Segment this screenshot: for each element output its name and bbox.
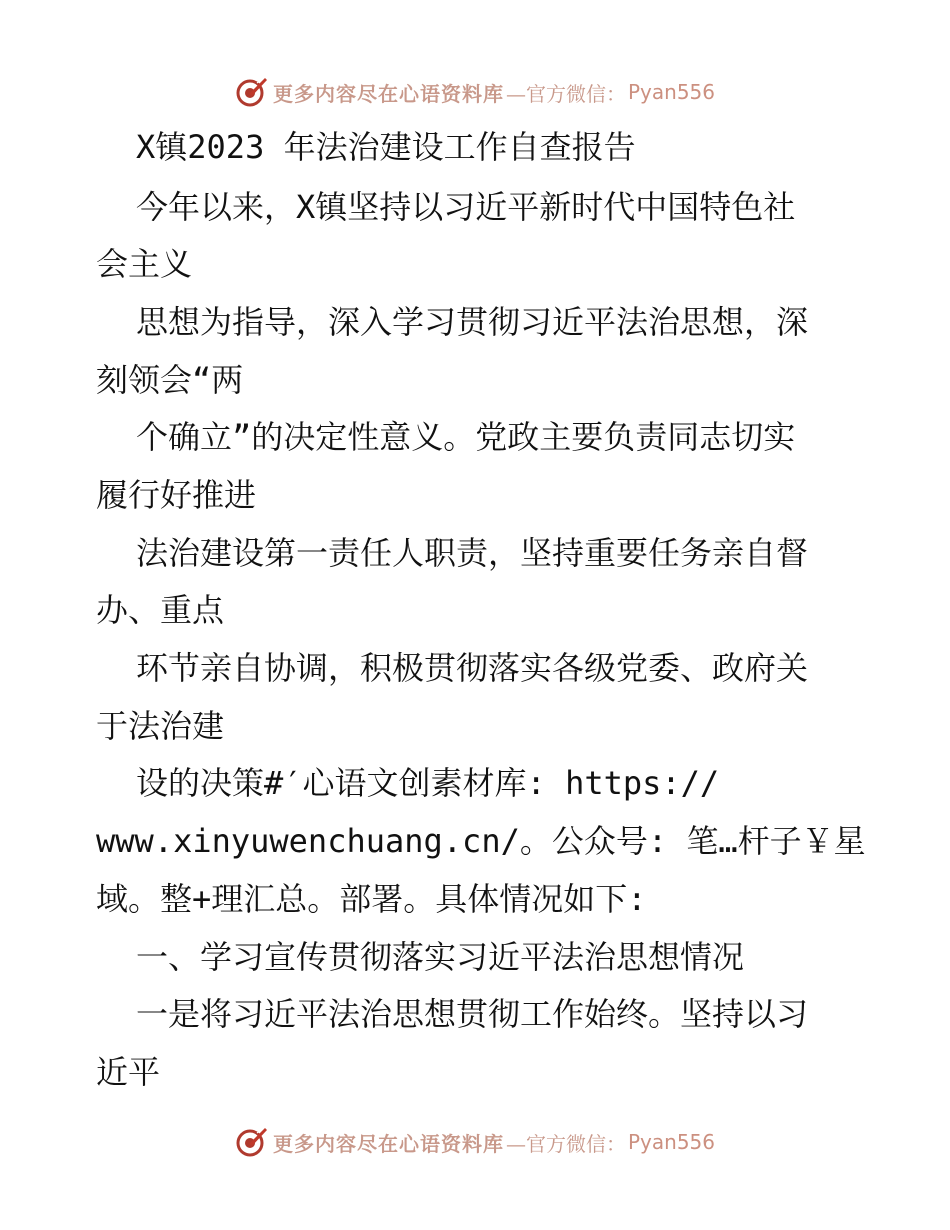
paragraph-line: 一是将习近平法治思想贯彻工作始终。坚持以习	[136, 995, 809, 1033]
paragraph-line: 设的决策#′心语文创素材库: https://	[136, 764, 720, 802]
paragraph-line: 法治建设第一责任人职责，坚持重要任务亲自督	[136, 534, 809, 572]
paragraph-line: 域。整+理汇总。部署。具体情况如下:	[96, 880, 647, 918]
paragraph-line: 办、重点	[96, 591, 225, 629]
paragraph-line: 个确立”的决定性意义。党政主要负责同志切实	[136, 418, 796, 456]
banner-official-label: —官方微信：	[505, 81, 626, 106]
banner-brand-text: 更多内容尽在心语资料库	[272, 1131, 504, 1156]
paragraph-line: 今年以来，X镇坚持以习近平新时代中国特色社	[136, 188, 796, 226]
paragraph-line: 会主义	[96, 245, 193, 283]
paragraph-line: 近平	[96, 1053, 161, 1091]
paragraph-line: 环节亲自协调，积极贯彻落实各级党委、政府关	[136, 649, 809, 687]
paragraph-line: www.xinyuwenchuang.cn/。公众号: 笔…杆子￥星	[96, 822, 866, 860]
banner-brand-text: 更多内容尽在心语资料库	[272, 81, 504, 106]
paragraph-line: 刻领会“两	[96, 361, 244, 399]
section-heading: 一、学习宣传贯彻落实习近平法治思想情况	[136, 938, 745, 976]
paragraph-line: 于法治建	[96, 707, 225, 745]
document-title: X镇2023 年法治建设工作自查报告	[136, 128, 636, 166]
banner-official-label: —官方微信：	[505, 1131, 626, 1156]
paragraph-line: 履行好推进	[96, 476, 257, 514]
footer-banner	[0, 1122, 950, 1162]
banner-wechat-handle: Pyan556	[627, 1130, 715, 1154]
banner-wechat-handle: Pyan556	[627, 80, 715, 104]
quill-logo-icon	[235, 1125, 269, 1159]
paragraph-line: 思想为指导，深入学习贯彻习近平法治思想，深	[136, 303, 809, 341]
